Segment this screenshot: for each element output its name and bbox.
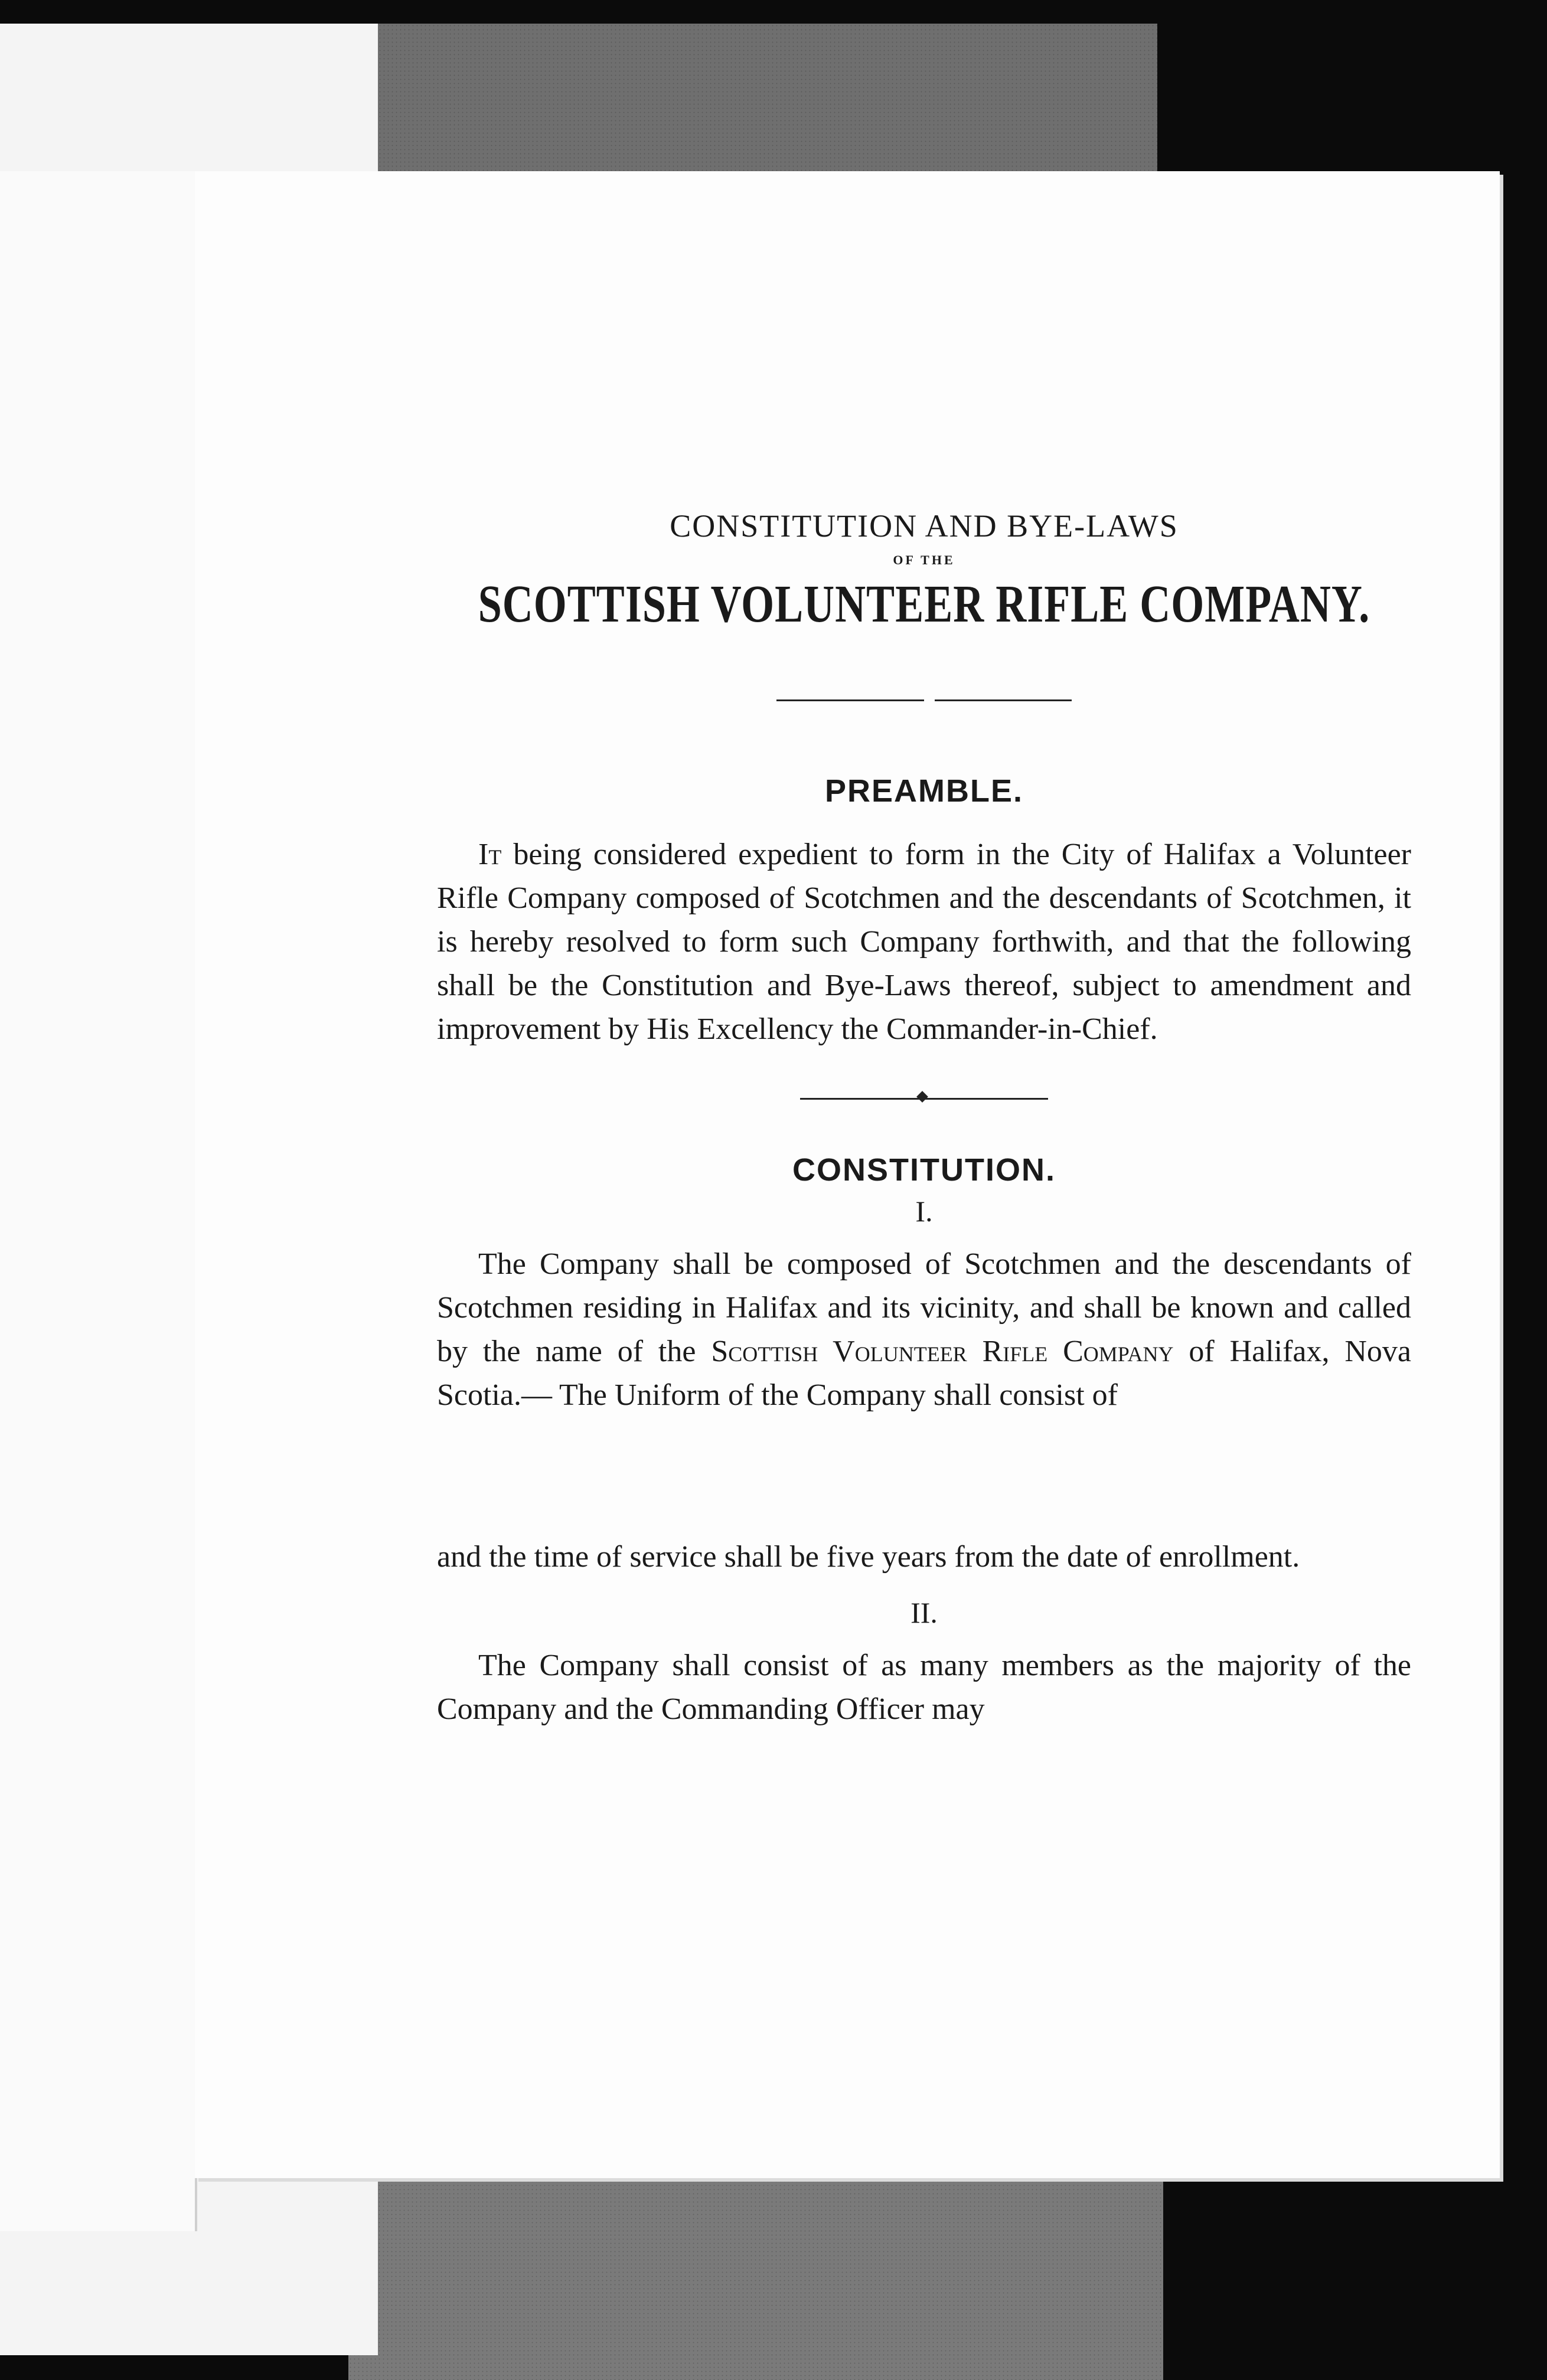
document-page bbox=[195, 171, 1500, 2178]
title-of-the: OF THE bbox=[893, 552, 955, 567]
title-line-1: CONSTITUTION AND BYE-LAWS bbox=[670, 508, 1179, 544]
left-page-edge bbox=[0, 171, 197, 2231]
page-content bbox=[437, 508, 1411, 1731]
article-1-numeral: I. bbox=[915, 1195, 933, 1228]
company-name: Scottish Volunteer Rifle Company bbox=[711, 1335, 1174, 1368]
article-2-text: The Company shall consist of as many members as the majority of the Company and the Commanding Officer may bbox=[437, 1649, 1411, 1726]
divider-diamond bbox=[916, 1091, 928, 1103]
article-1-text-a: The Company shall be composed of Scotchmen and the descendants of Scotchmen residing in Halifax and its vicinity, and shall be known and called by the name of the bbox=[437, 1247, 1411, 1368]
background-board-top bbox=[378, 24, 1157, 183]
preamble-first-word: It bbox=[478, 838, 502, 871]
article-2-numeral: II. bbox=[910, 1596, 938, 1629]
article-1-text-b: of Halifax, Nova Scotia.— The Uniform of the Company shall consist of bbox=[437, 1335, 1411, 1412]
main-title: SCOTTISH VOLUNTEER RIFLE COMPANY. bbox=[478, 574, 1370, 633]
article-1-continuation: and the time of service shall be five years from the date of enrollment. bbox=[437, 1540, 1300, 1574]
ornamental-divider bbox=[800, 1093, 1048, 1104]
preamble-text bbox=[437, 833, 1411, 1051]
title-divider bbox=[776, 699, 1072, 702]
preamble-heading: PREAMBLE. bbox=[824, 773, 1023, 809]
article-1-text bbox=[437, 1243, 1411, 1417]
constitution-heading: CONSTITUTION. bbox=[792, 1152, 1056, 1188]
background-board-bottom bbox=[348, 2155, 1163, 2380]
preamble-body: being considered expedient to form in the City of Halifax a Volunteer Rifle Company composed of Scotchmen and the descendants of Scotchmen, it is hereby resolved to form such Company forthwith, and that the following shall be the Constitution and Bye-Laws thereof, subject to amendment and improvement by His Excellency the Commander-in-Chief. bbox=[437, 838, 1411, 1046]
blank-space bbox=[437, 1417, 1411, 1535]
